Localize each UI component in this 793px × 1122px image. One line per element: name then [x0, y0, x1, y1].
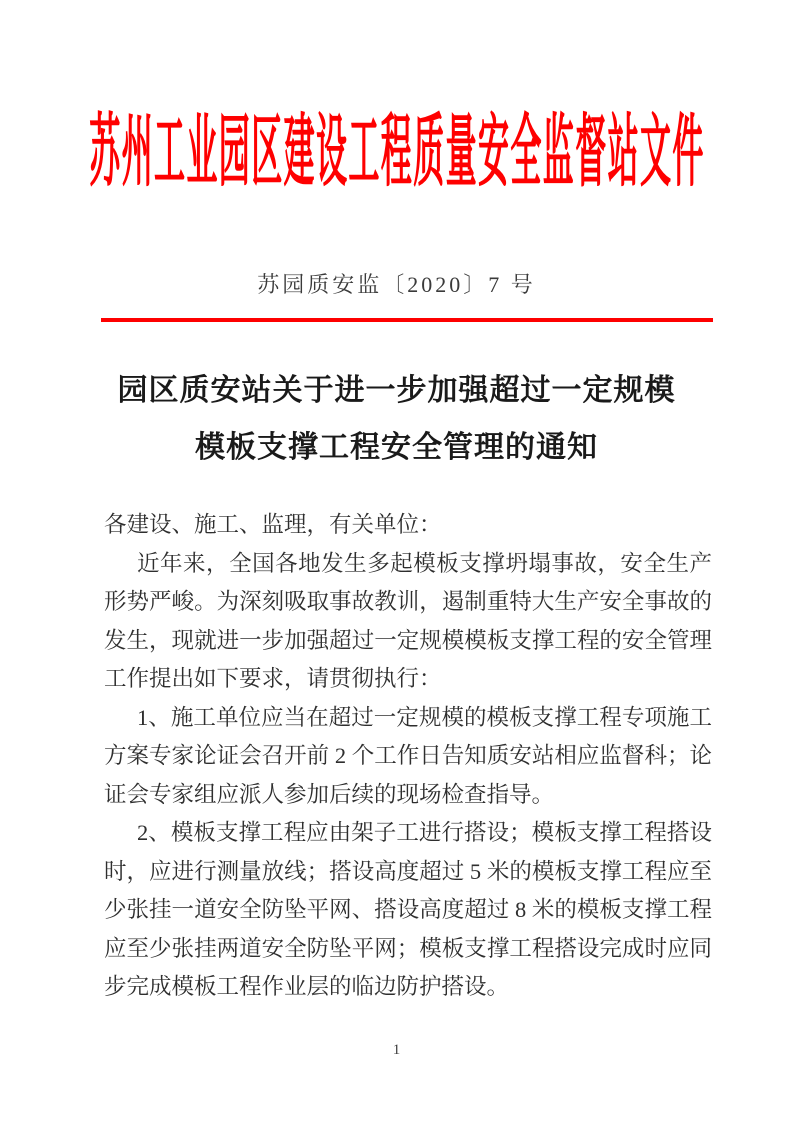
letterhead-banner	[0, 100, 793, 196]
body-line: 方案专家论证会召开前 2 个工作日告知质安站相应监督科；论	[104, 743, 712, 768]
body-line-item-2: 2、模板支撑工程应由架子工进行搭设；模板支撑工程搭设	[137, 820, 712, 845]
body-line: 少张挂一道安全防坠平网、搭设高度超过 8 米的模板支撑工程	[104, 897, 712, 922]
body-line: 近年来，全国各地发生多起模板支撑坍塌事故，安全生产	[137, 550, 712, 576]
red-divider-rule	[101, 318, 713, 322]
document-body	[104, 506, 712, 1007]
body-line-item-1: 1、施工单位应当在超过一定规模的模板支撑工程专项施工	[137, 704, 712, 730]
body-line-salutation: 各建设、施工、监理，有关单位：	[104, 512, 442, 537]
body-line: 应至少张挂两道安全防坠平网；模板支撑工程搭设完成时应同	[104, 935, 712, 961]
document-title	[0, 362, 793, 476]
body-line: 工作提出如下要求，请贯彻执行：	[104, 666, 442, 691]
body-line: 时，应进行测量放线；搭设高度超过 5 米的模板支撑工程应至	[104, 858, 712, 884]
body-line: 证会专家组应派人参加后续的现场检查指导。	[104, 781, 555, 807]
letterhead-banner-text: 苏州工业园区建设工程质量安全监督站文件	[88, 108, 705, 196]
document-title-line2: 模板支撑工程安全管理的通知	[195, 431, 598, 464]
body-line: 形势严峻。为深刻吸取事故教训，遏制重特大生产安全事故的	[104, 589, 712, 614]
document-title-line1: 园区质安站关于进一步加强超过一定规模	[117, 374, 676, 407]
body-line: 发生，现就进一步加强超过一定规模模板支撑工程的安全管理	[104, 627, 712, 653]
body-line: 步完成模板工程作业层的临边防护搭设。	[104, 974, 510, 999]
page-number: 1	[392, 1042, 401, 1058]
document-number: 苏园质安监〔2020〕7 号	[257, 272, 536, 297]
